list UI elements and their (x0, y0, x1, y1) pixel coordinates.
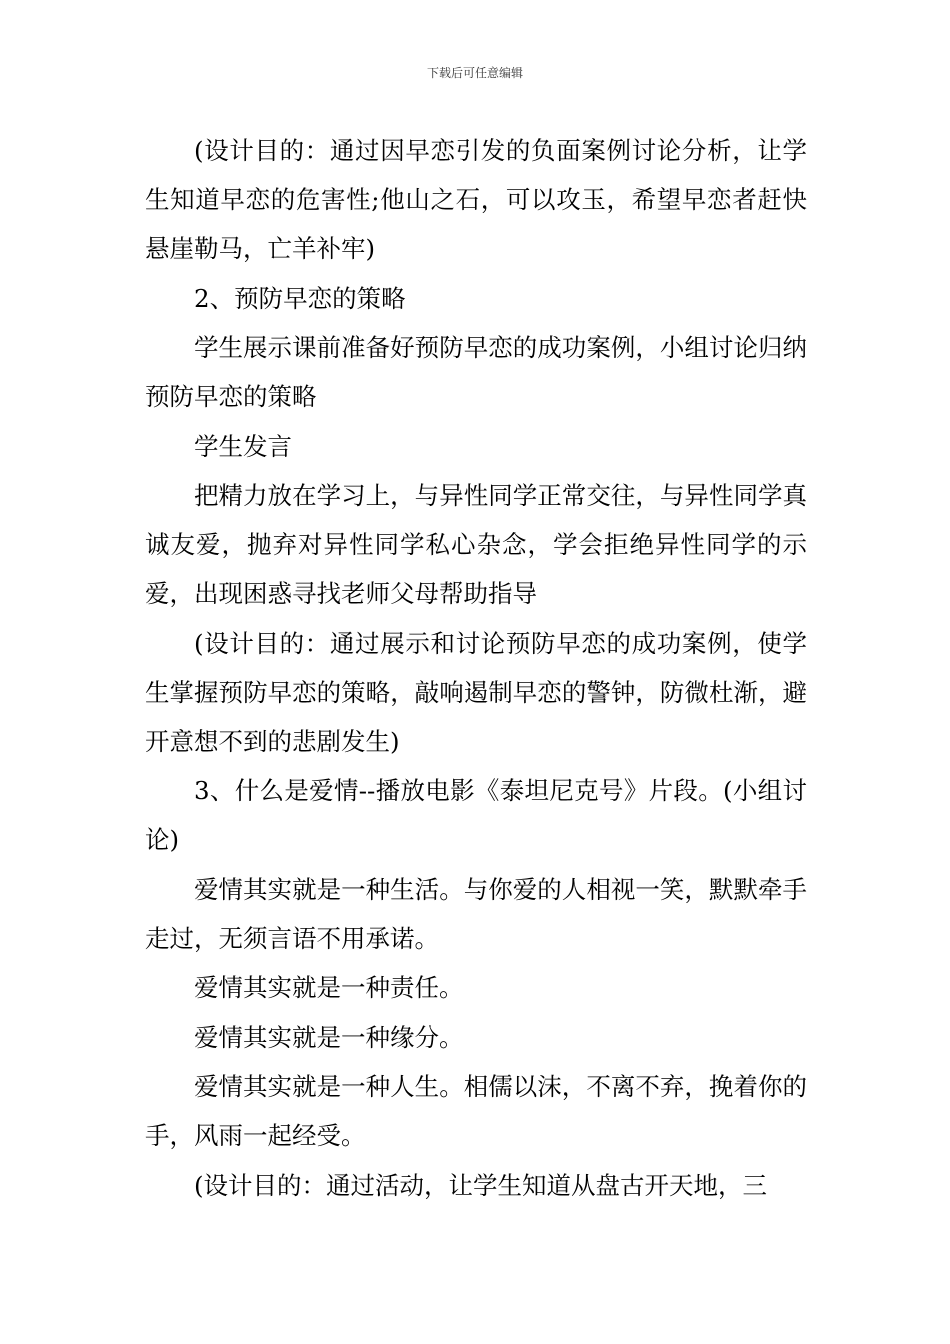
document-body (145, 126, 807, 1210)
paragraph-love-is-lifetime: 爱情其实就是一种人生。相儒以沫，不离不弃，挽着你的手，风雨一起经受。 (145, 1072, 807, 1150)
paragraph-student-speech: 学生发言 (194, 431, 292, 461)
paragraph-love-is-responsibility: 爱情其实就是一种责任。 (194, 973, 464, 1002)
page-header-note: 下载后可任意编辑 (426, 66, 523, 80)
paragraph-love-is-fate: 爱情其实就是一种缘分。 (194, 1022, 464, 1052)
paragraph-design-purpose-3: (设计目的：通过活动，让学生知道从盘古开天地，三 (194, 1170, 768, 1200)
paragraph-love-is-life: 爱情其实就是一种生活。与你爱的人相视一笑，默默牵手走过，无须言语不用承诺。 (145, 874, 807, 953)
section-heading-prevention-strategy: 2、预防早恋的策略 (194, 283, 406, 313)
paragraph-student-showcase: 学生展示课前准备好预防早恋的成功案例，小组讨论归纳预防早恋的策略 (145, 333, 807, 411)
section-heading-what-is-love: 3、什么是爱情--播放电影《泰坦尼克号》片段。(小组讨论) (145, 776, 807, 854)
paragraph-strategy-details: 把精力放在学习上，与异性同学正常交往，与异性同学真诚友爱，抛弃对异性同学私心杂念，学会拒绝异性同学的示爱，出现困惑寻找老师父母帮助指导 (145, 481, 807, 608)
paragraph-design-purpose-1: (设计目的：通过因早恋引发的负面案例讨论分析，让学生知道早恋的危害性;他山之石，可以攻玉，希望早恋者赶快悬崖勒马，亡羊补牢) (145, 136, 807, 263)
paragraph-design-purpose-2: (设计目的：通过展示和讨论预防早恋的成功案例，使学生掌握预防早恋的策略，敲响遏制早恋的警钟，防微杜渐，避开意想不到的悲剧发生) (145, 628, 807, 756)
